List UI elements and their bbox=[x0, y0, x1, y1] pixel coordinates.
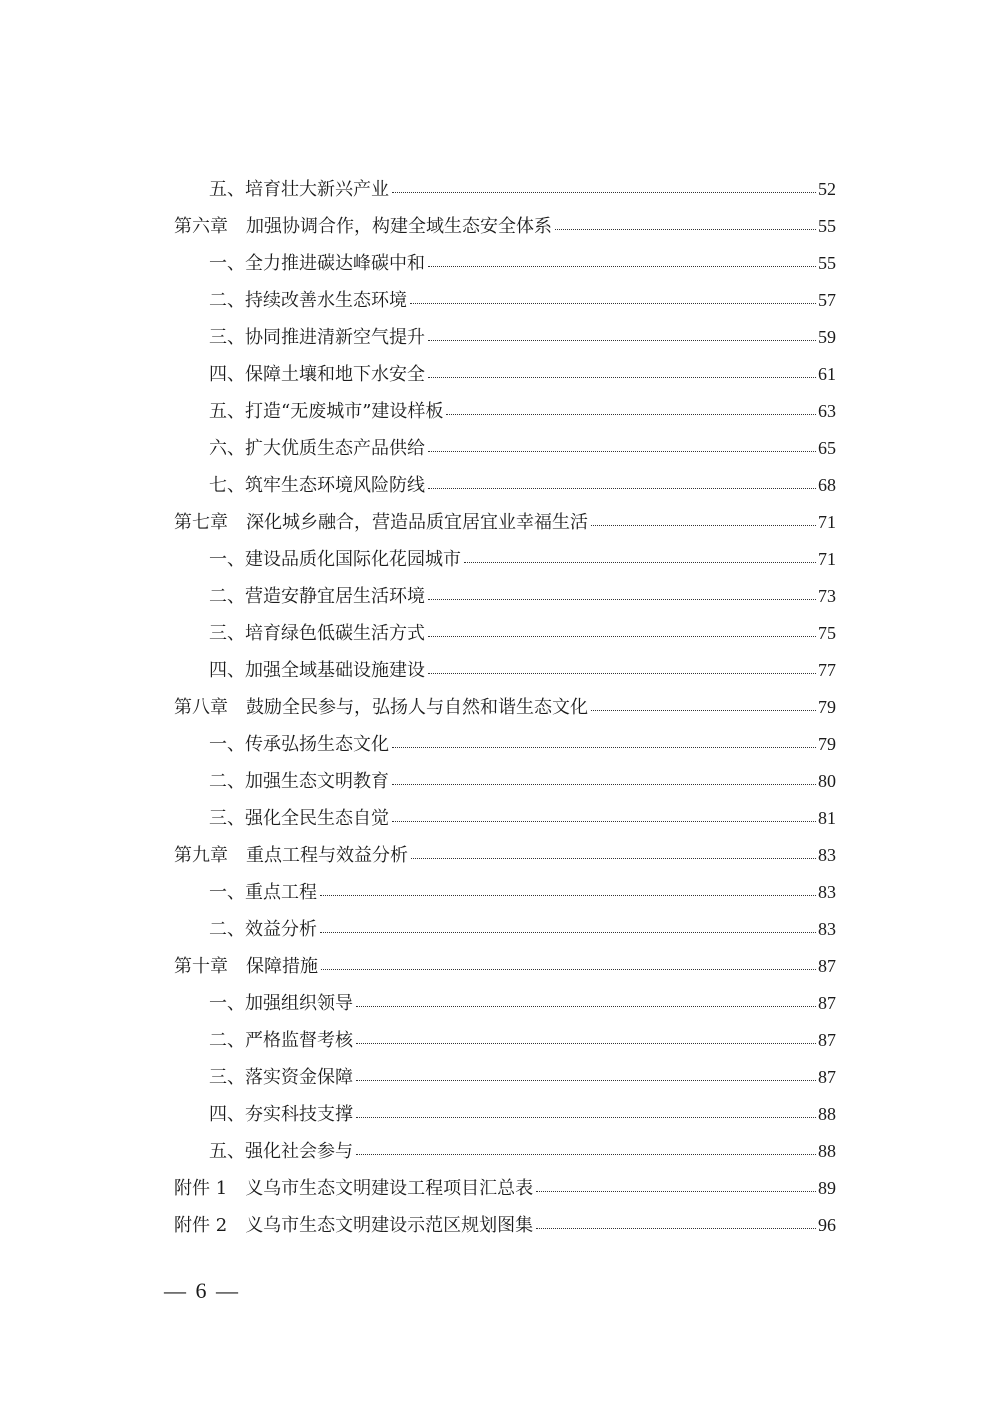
toc-leader-dots bbox=[356, 1117, 816, 1118]
toc-leader-dots bbox=[320, 932, 816, 933]
toc-entry-title bbox=[209, 467, 425, 504]
page-number: — 6 — bbox=[164, 1278, 240, 1303]
toc-chapter-entry[interactable] bbox=[174, 689, 836, 726]
toc-entry-text: 夯实科技支撑 bbox=[245, 1104, 353, 1125]
toc-section-entry[interactable] bbox=[174, 800, 836, 837]
toc-section-entry[interactable] bbox=[174, 874, 836, 911]
toc-entry-number: 二、 bbox=[209, 290, 245, 311]
toc-page-number: 87 bbox=[818, 1030, 836, 1050]
table-of-contents bbox=[174, 171, 836, 1244]
toc-leader-dots bbox=[446, 414, 816, 415]
toc-entry-text: 加强全域基础设施建设 bbox=[245, 660, 425, 681]
toc-section-entry[interactable] bbox=[174, 1096, 836, 1133]
toc-entry-title bbox=[209, 430, 425, 467]
toc-leader-dots bbox=[356, 1080, 816, 1081]
toc-entry-number: 附件 2 bbox=[174, 1215, 228, 1236]
toc-page-number: 57 bbox=[818, 290, 836, 310]
toc-leader-dots bbox=[356, 1154, 816, 1155]
toc-entry-text: 深化城乡融合，营造品质宜居宜业幸福生活 bbox=[246, 512, 588, 533]
toc-entry-title bbox=[174, 1207, 533, 1244]
toc-entry-number: 第六章 bbox=[174, 216, 228, 237]
toc-entry-title bbox=[209, 541, 461, 578]
toc-entry-number: 三、 bbox=[209, 1067, 245, 1088]
toc-section-entry[interactable] bbox=[174, 578, 836, 615]
toc-chapter-entry[interactable] bbox=[174, 208, 836, 245]
toc-entry-text: 加强组织领导 bbox=[245, 993, 353, 1014]
toc-entry-text: 重点工程与效益分析 bbox=[246, 845, 408, 866]
toc-entry-number: 三、 bbox=[209, 623, 245, 644]
toc-entry-text: 协同推进清新空气提升 bbox=[245, 327, 425, 348]
toc-page-number: 55 bbox=[818, 253, 836, 273]
toc-leader-dots bbox=[428, 377, 816, 378]
toc-section-entry[interactable] bbox=[174, 763, 836, 800]
toc-entry-title bbox=[174, 689, 588, 726]
toc-chapter-entry[interactable] bbox=[174, 948, 836, 985]
toc-leader-dots bbox=[410, 303, 816, 304]
toc-entry-title bbox=[209, 578, 425, 615]
toc-page-number: 79 bbox=[818, 734, 836, 754]
toc-section-entry[interactable] bbox=[174, 393, 836, 430]
toc-entry-title bbox=[209, 282, 407, 319]
toc-leader-dots bbox=[356, 1043, 816, 1044]
toc-entry-number: 五、 bbox=[209, 179, 245, 200]
toc-section-entry[interactable] bbox=[174, 245, 836, 282]
toc-leader-dots bbox=[555, 229, 816, 230]
toc-entry-text: 持续改善水生态环境 bbox=[245, 290, 407, 311]
toc-page-number: 71 bbox=[818, 549, 836, 569]
toc-entry-number: 二、 bbox=[209, 1030, 245, 1051]
toc-entry-number: 二、 bbox=[209, 919, 245, 940]
toc-entry-text: 营造安静宜居生活环境 bbox=[245, 586, 425, 607]
toc-page-number: 87 bbox=[818, 1067, 836, 1087]
toc-appendix-entry[interactable] bbox=[174, 1207, 836, 1244]
toc-entry-title bbox=[209, 911, 317, 948]
toc-page-number: 65 bbox=[818, 438, 836, 458]
toc-entry-number: 五、 bbox=[209, 401, 245, 422]
toc-entry-title bbox=[209, 874, 317, 911]
toc-section-entry[interactable] bbox=[174, 985, 836, 1022]
toc-section-entry[interactable] bbox=[174, 1022, 836, 1059]
toc-page-number: 79 bbox=[818, 697, 836, 717]
toc-leader-dots bbox=[428, 451, 816, 452]
toc-entry-text: 强化全民生态自觉 bbox=[245, 808, 389, 829]
toc-entry-title bbox=[174, 948, 318, 985]
toc-entry-title bbox=[174, 208, 552, 245]
toc-entry-title bbox=[209, 615, 425, 652]
toc-entry-title bbox=[209, 171, 389, 208]
toc-appendix-entry[interactable] bbox=[174, 1170, 836, 1207]
toc-page-number: 52 bbox=[818, 179, 836, 199]
toc-entry-title bbox=[209, 245, 425, 282]
toc-page-number: 68 bbox=[818, 475, 836, 495]
toc-entry-number: 五、 bbox=[209, 1141, 245, 1162]
toc-leader-dots bbox=[536, 1191, 816, 1192]
toc-section-entry[interactable] bbox=[174, 726, 836, 763]
toc-leader-dots bbox=[464, 562, 816, 563]
toc-entry-text: 加强生态文明教育 bbox=[245, 771, 389, 792]
toc-page-number: 71 bbox=[818, 512, 836, 532]
toc-entry-number: 四、 bbox=[209, 660, 245, 681]
toc-entry-number: 一、 bbox=[209, 993, 245, 1014]
toc-page-number: 81 bbox=[818, 808, 836, 828]
toc-entry-text: 加强协调合作，构建全域生态安全体系 bbox=[246, 216, 552, 237]
toc-page-number: 89 bbox=[818, 1178, 836, 1198]
toc-leader-dots bbox=[428, 599, 816, 600]
toc-section-entry[interactable] bbox=[174, 541, 836, 578]
toc-chapter-entry[interactable] bbox=[174, 504, 836, 541]
toc-section-entry[interactable] bbox=[174, 171, 836, 208]
toc-entry-text: 培育壮大新兴产业 bbox=[245, 179, 389, 200]
toc-leader-dots bbox=[392, 747, 816, 748]
toc-leader-dots bbox=[591, 525, 816, 526]
toc-leader-dots bbox=[428, 488, 816, 489]
toc-section-entry[interactable] bbox=[174, 652, 836, 689]
toc-section-entry[interactable] bbox=[174, 1133, 836, 1170]
toc-section-entry[interactable] bbox=[174, 911, 836, 948]
toc-section-entry[interactable] bbox=[174, 615, 836, 652]
toc-entry-title bbox=[209, 763, 389, 800]
toc-leader-dots bbox=[536, 1228, 816, 1229]
toc-section-entry[interactable] bbox=[174, 282, 836, 319]
toc-leader-dots bbox=[392, 192, 816, 193]
toc-entry-text: 传承弘扬生态文化 bbox=[245, 734, 389, 755]
toc-entry-title bbox=[209, 356, 425, 393]
toc-entry-title bbox=[209, 393, 443, 430]
toc-page-number: 83 bbox=[818, 882, 836, 902]
toc-entry-title bbox=[209, 800, 389, 837]
toc-page-number: 87 bbox=[818, 956, 836, 976]
toc-entry-text: 鼓励全民参与，弘扬人与自然和谐生态文化 bbox=[246, 697, 588, 718]
toc-entry-number: 第七章 bbox=[174, 512, 228, 533]
toc-section-entry[interactable] bbox=[174, 1059, 836, 1096]
toc-entry-number: 四、 bbox=[209, 364, 245, 385]
toc-page-number: 55 bbox=[818, 216, 836, 236]
toc-entry-number: 三、 bbox=[209, 808, 245, 829]
toc-entry-text: 重点工程 bbox=[245, 882, 317, 903]
toc-entry-text: 义乌市生态文明建设示范区规划图集 bbox=[245, 1215, 534, 1236]
toc-page-number: 88 bbox=[818, 1104, 836, 1124]
toc-leader-dots bbox=[411, 858, 816, 859]
toc-page-number: 83 bbox=[818, 845, 836, 865]
toc-entry-text: 全力推进碳达峰碳中和 bbox=[245, 253, 425, 274]
toc-entry-text: 义乌市生态文明建设工程项目汇总表 bbox=[245, 1178, 534, 1199]
toc-entry-text: 保障措施 bbox=[246, 956, 318, 977]
toc-entry-number: 二、 bbox=[209, 771, 245, 792]
toc-entry-title bbox=[209, 652, 425, 689]
toc-leader-dots bbox=[392, 784, 816, 785]
toc-leader-dots bbox=[591, 710, 816, 711]
toc-leader-dots bbox=[428, 340, 816, 341]
toc-leader-dots bbox=[428, 636, 816, 637]
toc-leader-dots bbox=[428, 673, 816, 674]
toc-entry-number: 一、 bbox=[209, 549, 245, 570]
toc-entry-number: 四、 bbox=[209, 1104, 245, 1125]
toc-entry-number: 第九章 bbox=[174, 845, 228, 866]
toc-leader-dots bbox=[321, 969, 816, 970]
toc-entry-number: 一、 bbox=[209, 882, 245, 903]
toc-entry-number: 一、 bbox=[209, 253, 245, 274]
toc-page-number: 83 bbox=[818, 919, 836, 939]
toc-entry-title bbox=[209, 1133, 353, 1170]
toc-entry-number: 三、 bbox=[209, 327, 245, 348]
toc-section-entry[interactable] bbox=[174, 430, 836, 467]
toc-section-entry[interactable] bbox=[174, 356, 836, 393]
toc-entry-number: 六、 bbox=[209, 438, 245, 459]
toc-page-number: 61 bbox=[818, 364, 836, 384]
toc-leader-dots bbox=[428, 266, 816, 267]
toc-entry-text: 强化社会参与 bbox=[245, 1141, 353, 1162]
toc-leader-dots bbox=[356, 1006, 816, 1007]
toc-page-number: 75 bbox=[818, 623, 836, 643]
toc-entry-title bbox=[174, 837, 408, 874]
toc-entry-title bbox=[174, 504, 588, 541]
toc-entry-text: 保障土壤和地下水安全 bbox=[245, 364, 425, 385]
toc-leader-dots bbox=[320, 895, 816, 896]
toc-leader-dots bbox=[392, 821, 816, 822]
toc-entry-text: 筑牢生态环境风险防线 bbox=[245, 475, 425, 496]
toc-entry-text: 培育绿色低碳生活方式 bbox=[245, 623, 425, 644]
toc-page-number: 77 bbox=[818, 660, 836, 680]
toc-entry-number: 二、 bbox=[209, 586, 245, 607]
toc-entry-title bbox=[209, 1022, 353, 1059]
toc-entry-text: 建设品质化国际化花园城市 bbox=[245, 549, 461, 570]
toc-page-number: 96 bbox=[818, 1215, 836, 1235]
toc-entry-text: 严格监督考核 bbox=[245, 1030, 353, 1051]
toc-entry-title bbox=[209, 319, 425, 356]
toc-entry-title bbox=[209, 1059, 353, 1096]
toc-page-number: 73 bbox=[818, 586, 836, 606]
toc-entry-number: 七、 bbox=[209, 475, 245, 496]
toc-entry-title bbox=[209, 1096, 353, 1133]
toc-entry-number: 附件 1 bbox=[174, 1178, 228, 1199]
toc-page-number: 80 bbox=[818, 771, 836, 791]
toc-entry-text: 扩大优质生态产品供给 bbox=[245, 438, 425, 459]
toc-page-number: 87 bbox=[818, 993, 836, 1013]
toc-entry-title bbox=[209, 985, 353, 1022]
toc-entry-number: 第八章 bbox=[174, 697, 228, 718]
toc-page-number: 59 bbox=[818, 327, 836, 347]
toc-chapter-entry[interactable] bbox=[174, 837, 836, 874]
toc-entry-text: 打造“无废城市”建设样板 bbox=[245, 401, 444, 422]
toc-entry-number: 一、 bbox=[209, 734, 245, 755]
toc-entry-title bbox=[209, 726, 389, 763]
toc-entry-text: 效益分析 bbox=[245, 919, 317, 940]
toc-page-number: 63 bbox=[818, 401, 836, 421]
toc-entry-title bbox=[174, 1170, 533, 1207]
toc-entry-text: 落实资金保障 bbox=[245, 1067, 353, 1088]
toc-section-entry[interactable] bbox=[174, 467, 836, 504]
toc-page-number: 88 bbox=[818, 1141, 836, 1161]
toc-section-entry[interactable] bbox=[174, 319, 836, 356]
toc-entry-number: 第十章 bbox=[174, 956, 228, 977]
